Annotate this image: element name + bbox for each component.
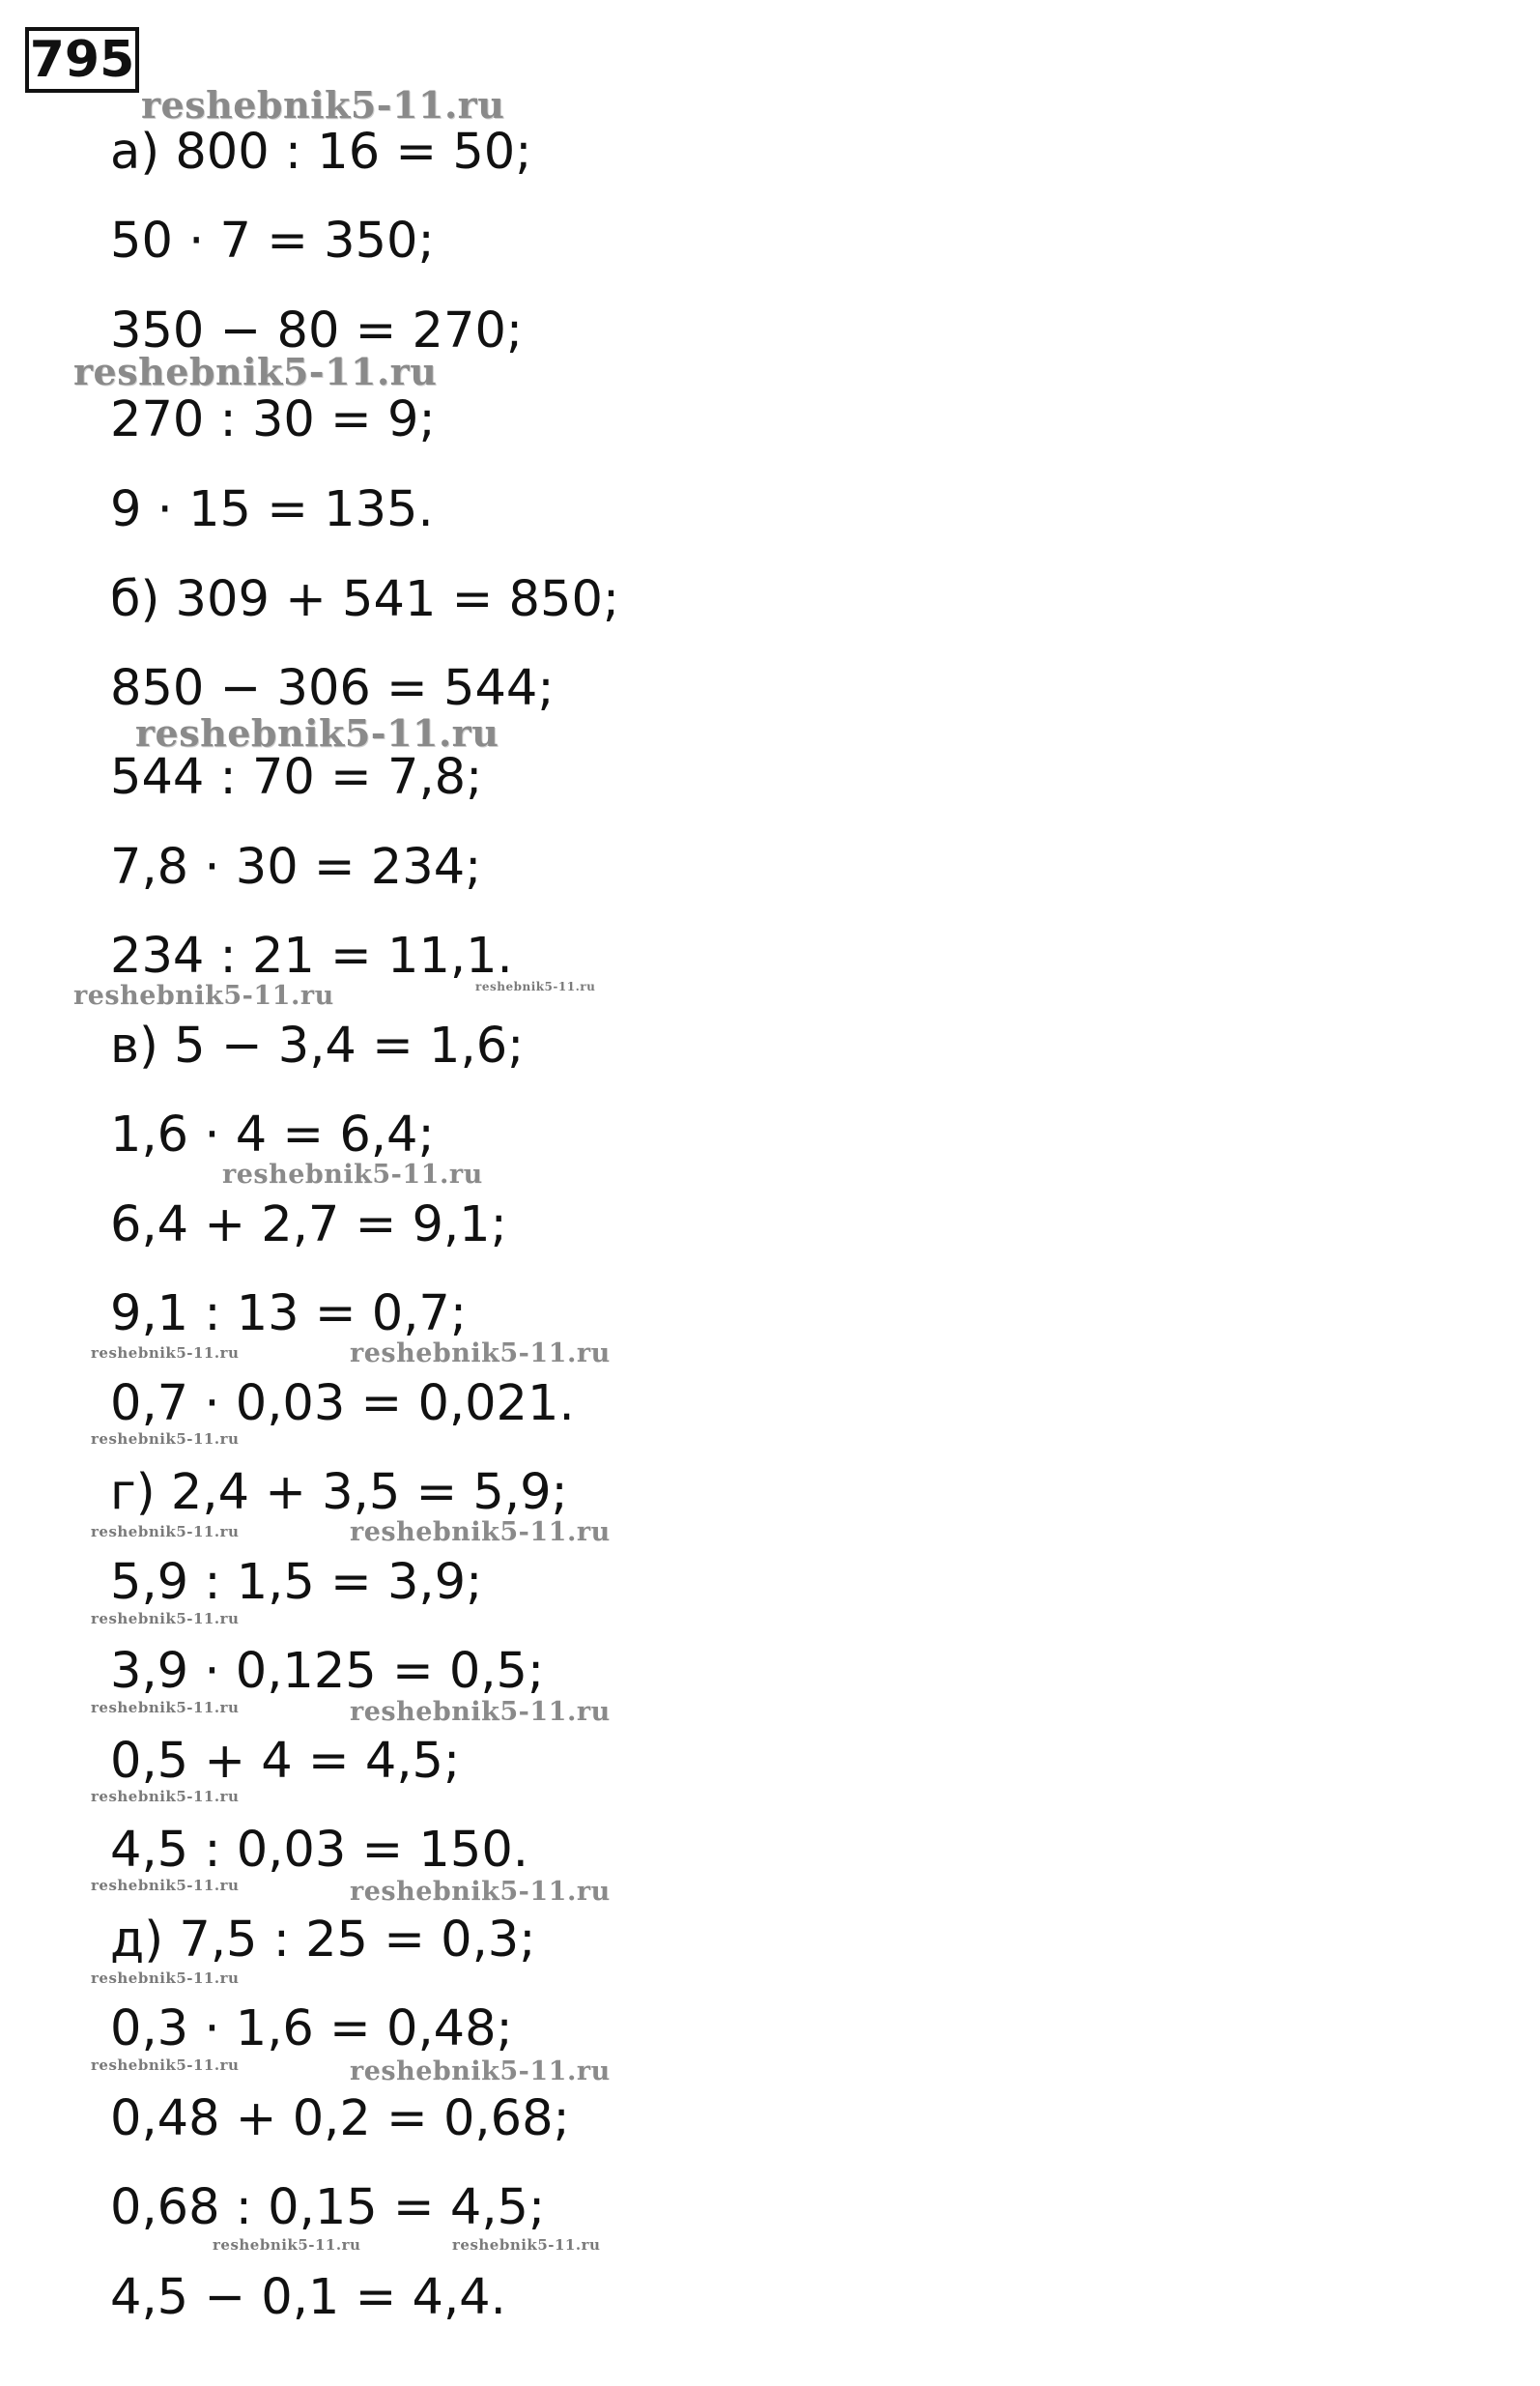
solution-line: 3,9 · 0,125 = 0,5; [110,1643,545,1700]
solution-line: 0,3 · 1,6 = 0,48; [110,2000,513,2057]
solution-line: д) 7,5 : 25 = 0,3; [110,1912,536,1969]
watermark: reshebnik5-11.ru [350,1338,611,1368]
solution-line: 270 : 30 = 9; [110,391,436,448]
solution-line: 4,5 : 0,03 = 150. [110,1822,528,1879]
watermark: reshebnik5-11.ru [350,1517,611,1547]
solution-line: 0,7 · 0,03 = 0,021. [110,1375,575,1432]
solution-line: 0,68 : 0,15 = 4,5; [110,2179,546,2236]
solution-line: 234 : 21 = 11,1. [110,928,513,985]
watermark: reshebnik5-11.ru [222,1160,483,1190]
solution-line: б) 309 + 541 = 850; [110,571,620,628]
solution-line: 1,6 · 4 = 6,4; [110,1107,435,1164]
watermark: reshebnik5-11.ru [350,1697,611,1727]
solution-line: в) 5 − 3,4 = 1,6; [110,1018,525,1075]
watermark: reshebnik5-11.ru [213,2236,361,2254]
watermark: reshebnik5-11.ru [91,1430,240,1448]
watermark: reshebnik5-11.ru [475,980,596,993]
watermark: reshebnik5-11.ru [350,1877,611,1907]
watermark: reshebnik5-11.ru [91,1788,240,1805]
solution-line: г) 2,4 + 3,5 = 5,9; [110,1464,568,1521]
watermark: reshebnik5-11.ru [141,83,505,127]
problem-number: 795 [25,27,139,93]
watermark: reshebnik5-11.ru [350,2056,611,2086]
solution-line: 5,9 : 1,5 = 3,9; [110,1554,483,1611]
solution-line: 50 · 7 = 350; [110,213,435,270]
solution-line: 9 · 15 = 135. [110,481,434,538]
solution-line: 4,5 − 0,1 = 4,4. [110,2269,506,2326]
watermark: reshebnik5-11.ru [73,350,438,393]
solution-line: 850 − 306 = 544; [110,660,555,717]
watermark: reshebnik5-11.ru [452,2236,601,2254]
watermark: reshebnik5-11.ru [73,981,334,1011]
solution-line: 0,5 + 4 = 4,5; [110,1733,461,1790]
watermark: reshebnik5-11.ru [91,1523,240,1540]
solution-line: 0,48 + 0,2 = 0,68; [110,2090,570,2147]
watermark: reshebnik5-11.ru [91,1610,240,1627]
watermark: reshebnik5-11.ru [91,1969,240,1987]
solution-line: 350 − 80 = 270; [110,302,524,359]
solution-line: 9,1 : 13 = 0,7; [110,1285,468,1342]
solution-line: 544 : 70 = 7,8; [110,749,483,806]
solution-line: 7,8 · 30 = 234; [110,839,482,896]
watermark: reshebnik5-11.ru [91,1699,240,1716]
watermark: reshebnik5-11.ru [91,1877,240,1894]
solution-line: а) 800 : 16 = 50; [110,124,532,181]
solution-line: 6,4 + 2,7 = 9,1; [110,1196,507,1253]
watermark: reshebnik5-11.ru [91,1344,240,1362]
watermark: reshebnik5-11.ru [91,2056,240,2074]
watermark: reshebnik5-11.ru [135,711,499,755]
